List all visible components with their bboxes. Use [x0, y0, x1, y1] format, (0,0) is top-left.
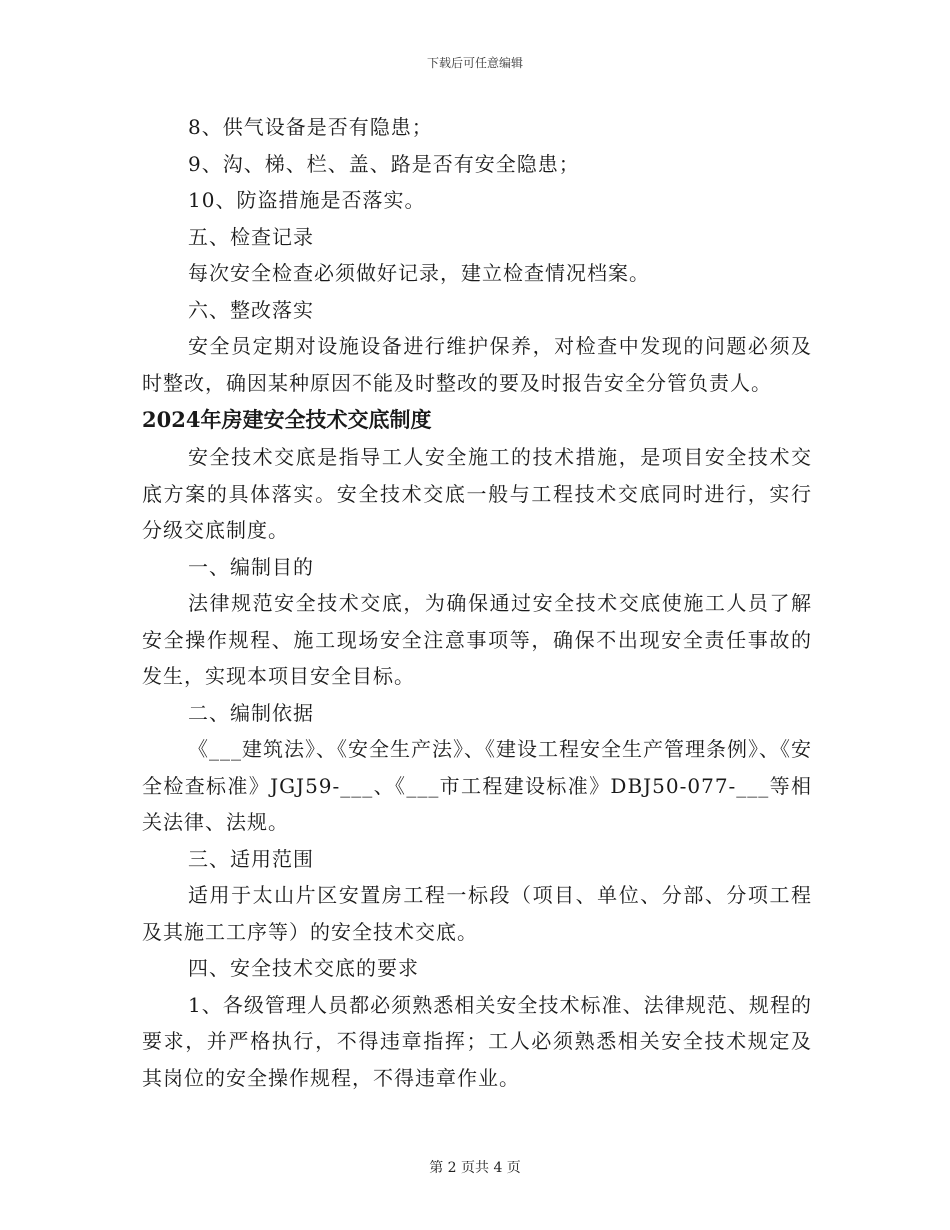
checklist-item-10: 10、防盗措施是否落实。	[188, 188, 426, 212]
section-text-6: 安全员定期对设施设备进行维护保养，对检查中发现的问题必须及时整改，确因某种原因不能及时整改的要及时报告安全分管负责人。	[142, 334, 812, 395]
requirement-item-1: 1、各级管理人员都必须熟悉相关安全技术标准、法律规范、规程的要求，并严格执行，不得违章指挥；工人必须熟悉相关安全技术规定及其岗位的安全操作规程，不得违章作业。	[142, 992, 812, 1090]
section-text-scope: 适用于太山片区安置房工程一标段（项目、单位、分部、分项工程及其施工工序等）的安全技术交底。	[142, 883, 812, 944]
section-heading-purpose: 一、编制目的	[188, 554, 314, 579]
section-text-purpose: 法律规范安全技术交底，为确保通过安全技术交底使施工人员了解安全操作规程、施工现场安全注意事项等，确保不出现安全责任事故的发生，实现本项目安全目标。	[142, 591, 812, 688]
section-text-5: 每次安全检查必须做好记录，建立检查情况档案。	[188, 261, 650, 285]
checklist-item-8: 8、供气设备是否有隐患；	[188, 115, 433, 139]
document-body	[142, 109, 812, 1096]
section-text-basis: 《___建筑法》、《安全生产法》、《建设工程安全生产管理条例》、《安全检查标准》JGJ59-___、《___市工程建设标准》DBJ50-077-___等相关法律、法规。	[142, 737, 812, 834]
intro-paragraph: 安全技术交底是指导工人安全施工的技术措施，是项目安全技术交底方案的具体落实。安全技术交底一般与工程技术交底同时进行，实行分级交底制度。	[142, 445, 812, 542]
section-heading-requirements: 四、安全技术交底的要求	[188, 956, 419, 980]
section-heading-5: 五、检查记录	[188, 224, 314, 249]
page-footer: 第 2 页共 4 页	[429, 1160, 521, 1176]
section-heading-basis: 二、编制依据	[188, 700, 314, 725]
section-heading-scope: 三、适用范围	[188, 846, 314, 871]
section-heading-6: 六、整改落实	[188, 297, 314, 322]
checklist-item-9: 9、沟、梯、栏、盖、路是否有安全隐患；	[188, 151, 580, 176]
document-title: 2024年房建安全技术交底制度	[142, 407, 432, 432]
page-header: 下载后可任意编辑	[426, 56, 523, 70]
